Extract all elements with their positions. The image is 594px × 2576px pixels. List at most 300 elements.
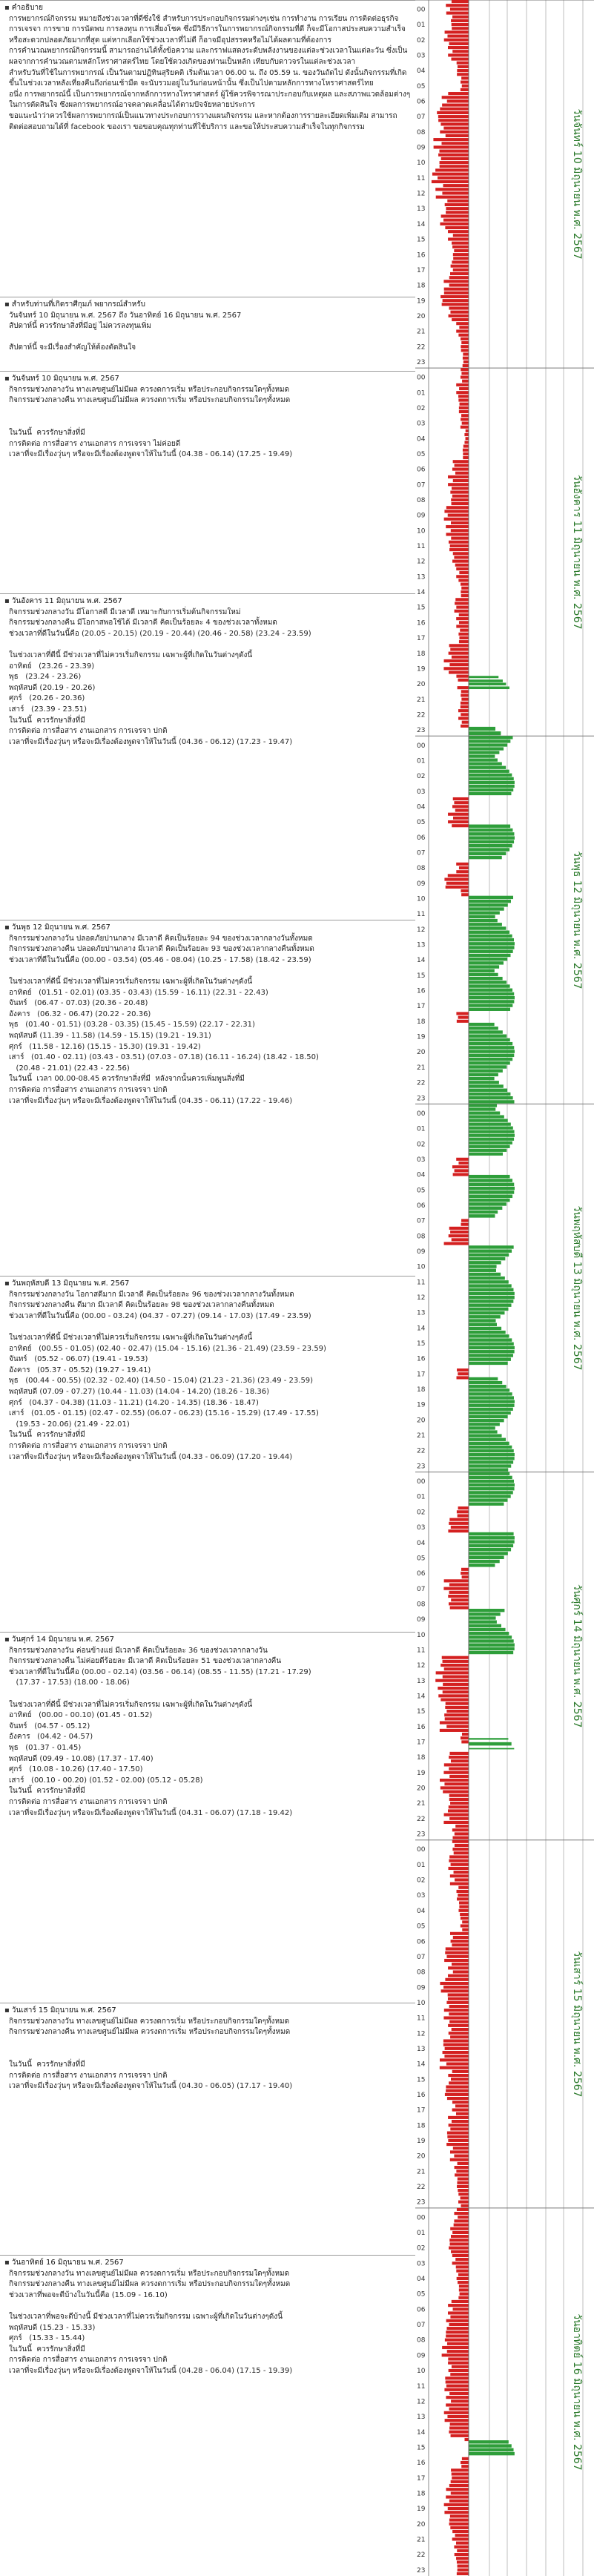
bad-energy-bar xyxy=(449,2369,469,2372)
day-line: เวลาที่จะมีเรื่องวุ่นๆ หรือจะมีเรื่องต้องพูดจาให้ในวันนี้ (04.33 - 06.09) (17.20 - 19.44) xyxy=(9,1452,293,1461)
bad-energy-bar xyxy=(446,1702,469,1705)
bad-energy-bar xyxy=(461,341,469,344)
hour-tick-label: 03 xyxy=(417,1156,426,1164)
intro-paragraph: อนึ่ง การพยากรณ์นี้ เป็นการพยากรณ์จากหลักการทางโหราศาสตร์ ผู้ใช้ควรพิจารณาประกอบกับเหตุผล และสภาพแวดล้อมต่างๆ ในการตัดสินใจ ซึ่งผลการพยากรณ์อาจคลาดเคลื่อนได้ตามปัจจัยหลายประการ xyxy=(9,90,413,110)
day-line: จันทร์ (05.52 - 06.07) (19.41 - 19.53) xyxy=(9,1355,148,1364)
bad-energy-bar xyxy=(462,1920,469,1923)
good-energy-bar xyxy=(469,777,514,780)
bad-energy-bar xyxy=(449,2323,469,2326)
hour-tick-label: 19 xyxy=(417,297,426,306)
bad-energy-bar xyxy=(459,387,469,390)
bad-energy-bar xyxy=(458,1886,469,1889)
bad-energy-bar xyxy=(446,1725,469,1728)
bad-energy-bar xyxy=(452,23,469,26)
hour-tick-label: 05 xyxy=(417,1923,426,1931)
day-line: อังคาร (06.32 - 06.47) (20.22 - 20.36) xyxy=(9,1009,151,1018)
good-energy-bar xyxy=(469,1434,502,1437)
bad-energy-bar xyxy=(444,1763,469,1766)
hour-tick-label: 16 xyxy=(417,2460,426,2468)
hour-tick-label: 20 xyxy=(417,681,426,689)
bad-energy-bar xyxy=(458,2201,469,2204)
hour-tick-label: 20 xyxy=(417,1417,426,1425)
bad-energy-bar xyxy=(451,58,469,61)
day-line: พุธ (00.44 - 00.55) (02.32 - 02.40) (14.50 - 15.04) (21.23 - 21.36) (23.49 - 23.59) xyxy=(9,1377,314,1386)
day-chart xyxy=(415,368,594,736)
bad-energy-bar xyxy=(451,2235,469,2238)
bad-energy-bar xyxy=(450,2514,469,2517)
bad-energy-bar xyxy=(447,2415,469,2418)
day-line xyxy=(9,639,412,650)
hour-tick-label: 22 xyxy=(417,343,426,352)
hour-tick-label: 23 xyxy=(417,2566,426,2575)
day-line: เวลาที่จะมีเรื่องวุ่นๆ หรือจะมีเรื่องต้องพูดจาให้ในวันนี้ (04.30 - 06.05) (17.17 - 19.40) xyxy=(9,2082,293,2091)
bad-energy-bar xyxy=(443,2039,469,2042)
bad-energy-bar xyxy=(438,1687,469,1690)
bad-energy-bar xyxy=(449,306,469,309)
bad-energy-bar xyxy=(454,801,469,804)
bullet-icon: ▪ xyxy=(4,923,10,932)
good-energy-bar xyxy=(469,1004,512,1007)
day-line: อาทิตย์ (01.51 - 02.01) (03.35 - 03.43) (15.59 - 16.11) (22.31 - 22.43) xyxy=(9,988,268,997)
good-energy-bar xyxy=(469,2440,509,2443)
bad-energy-bar xyxy=(448,1529,469,1532)
bad-energy-bar xyxy=(461,418,469,421)
bad-energy-bar xyxy=(453,479,469,482)
bad-energy-bar xyxy=(448,2304,469,2307)
good-energy-bar xyxy=(469,1639,514,1642)
good-energy-bar xyxy=(469,1377,498,1380)
bad-energy-bar xyxy=(447,2097,469,2100)
bad-energy-bar xyxy=(449,1756,469,1759)
good-energy-bar xyxy=(469,1206,502,1210)
bad-energy-bar xyxy=(449,1602,469,1605)
good-energy-bar xyxy=(469,1292,515,1295)
hour-tick-label: 03 xyxy=(417,52,426,60)
hour-tick-label: 02 xyxy=(417,1509,426,1517)
bad-energy-bar xyxy=(449,2247,469,2250)
hour-tick-label: 13 xyxy=(417,573,426,582)
good-energy-bar xyxy=(469,946,515,949)
day-line: พุธ (01.37 - 01.45) xyxy=(9,1743,82,1752)
day-section xyxy=(0,920,415,1276)
bad-energy-bar xyxy=(446,533,469,536)
bad-energy-bar xyxy=(452,2537,469,2540)
hour-tick-label: 23 xyxy=(417,1831,426,1839)
bad-energy-bar xyxy=(458,2296,469,2299)
bad-energy-bar xyxy=(433,138,469,141)
bad-energy-bar xyxy=(454,1871,469,1874)
good-energy-bar xyxy=(469,965,499,968)
hour-tick-label: 22 xyxy=(417,2552,426,2560)
bad-energy-bar xyxy=(449,644,469,647)
day-line: การติดต่อ การสื่อสาร งานเอกสาร การเจรจา ปกติ xyxy=(9,2071,168,2080)
bad-energy-bar xyxy=(449,2020,469,2023)
bad-energy-bar xyxy=(448,2507,469,2510)
good-energy-bar xyxy=(469,1073,498,1076)
bad-energy-bar xyxy=(449,2081,469,2084)
good-energy-bar xyxy=(469,1145,510,1148)
bad-energy-bar xyxy=(438,1694,469,1697)
bad-energy-bar xyxy=(444,1242,469,1245)
bad-energy-bar xyxy=(442,104,469,107)
bad-energy-bar xyxy=(446,12,469,15)
bad-energy-bar xyxy=(451,2491,469,2494)
bad-energy-bar xyxy=(461,414,469,417)
good-energy-bar xyxy=(469,836,515,839)
good-energy-bar xyxy=(469,792,511,795)
bad-energy-bar xyxy=(461,88,469,91)
hour-tick-label: 10 xyxy=(417,895,426,903)
day-line: ในช่วงเวลาที่ดีนี้ มีช่วงเวลาที่ไม่ควรเริ่มกิจกรรม เฉพาะผู้ที่เกิดในวันต่างๆดังนี้ xyxy=(9,1700,253,1709)
good-energy-bar xyxy=(469,1540,515,1543)
day-line: อาทิตย์ (23.26 - 23.39) xyxy=(9,662,95,671)
bad-energy-bar xyxy=(458,1372,469,1375)
bad-energy-bar xyxy=(451,1526,469,1529)
bad-energy-bar xyxy=(457,1368,469,1371)
bad-energy-bar xyxy=(461,1736,469,1739)
hour-tick-label: 07 xyxy=(417,1585,426,1593)
good-energy-bar xyxy=(469,1187,515,1190)
bad-energy-bar xyxy=(453,817,469,820)
bad-energy-bar xyxy=(456,575,469,578)
day-line: อังคาร (04.42 - 04.57) xyxy=(9,1733,93,1742)
good-energy-bar xyxy=(469,1385,506,1388)
bad-energy-bar xyxy=(460,403,469,406)
hour-tick-label: 21 xyxy=(417,1432,426,1440)
good-energy-bar xyxy=(469,896,513,899)
bad-energy-bar xyxy=(454,2219,469,2222)
bad-energy-bar xyxy=(452,656,469,659)
bad-energy-bar xyxy=(456,2170,469,2173)
bad-energy-bar xyxy=(455,1169,469,1172)
profile-weekly: สัปดาห์นี้ จะมีเรื่องสำคัญให้ต้องตัดสินใจ xyxy=(9,343,136,352)
bad-energy-bar xyxy=(461,725,469,728)
day-line: ศุกร์ (04.37 - 04.38) (11.03 - 11.21) (14.20 - 14.35) (18.36 - 18.47) xyxy=(9,1398,259,1407)
day-line: เวลาที่จะมีเรื่องวุ่นๆ หรือจะมีเรื่องต้องพูดจาให้ในวันนี้ (04.35 - 06.11) (17.22 - 19.46) xyxy=(9,1096,293,1105)
hour-tick-label: 21 xyxy=(417,2168,426,2176)
good-energy-bar xyxy=(469,1107,495,1110)
hour-tick-label: 23 xyxy=(417,358,426,366)
bad-energy-bar xyxy=(456,391,469,394)
bad-energy-bar xyxy=(448,514,469,517)
day-line: จันทร์ (06.47 - 07.03) (20.36 - 20.48) xyxy=(9,999,148,1008)
bad-energy-bar xyxy=(457,73,469,76)
good-energy-bar xyxy=(469,1269,496,1272)
day-line: ในวันนี้ ควรรักษาสิ่งที่มี xyxy=(9,1431,85,1440)
good-energy-bar xyxy=(469,1065,506,1068)
profile-title: สำหรับท่านที่เกิดราศีกุมภ์ พยากรณ์สำหรับ xyxy=(11,300,145,309)
bad-energy-bar xyxy=(452,2477,469,2480)
bad-energy-bar xyxy=(457,2572,469,2575)
bad-energy-bar xyxy=(447,2350,469,2353)
day-line: ในวันนี้ ควรรักษาสิ่งที่มี xyxy=(9,2060,85,2069)
hour-tick-label: 02 xyxy=(417,404,426,412)
good-energy-bar xyxy=(469,907,504,910)
day-line: พฤหัสบดี (15.23 - 15.33) xyxy=(9,2323,96,2332)
good-energy-bar xyxy=(469,679,503,682)
hour-tick-label: 18 xyxy=(417,282,426,290)
bad-energy-bar xyxy=(435,188,469,191)
bad-energy-bar xyxy=(449,1768,469,1770)
bad-energy-bar xyxy=(450,272,469,275)
good-energy-bar xyxy=(469,1273,501,1276)
bad-energy-bar xyxy=(461,694,469,696)
bad-energy-bar xyxy=(444,2055,469,2058)
bad-energy-bar xyxy=(451,1940,469,1943)
hour-tick-label: 10 xyxy=(417,527,426,536)
good-energy-bar xyxy=(469,1742,512,1746)
bad-energy-bar xyxy=(449,276,469,279)
bad-energy-bar xyxy=(449,2484,469,2487)
bad-energy-bar xyxy=(461,76,469,79)
bad-energy-bar xyxy=(463,364,469,367)
intro-paragraph: การคำนวณพยากรณ์กิจกรรมนี้ สามารถอ่านได้ทั้งข้อความ และกราฟแสดงระดับพลังงานของแต่ละช่วงเวลาในแต่ละวัน ซึ่งเป็นผลจากการคำนวณตามหลักโหราศาสตร์ไทย โดยใช้ดวงเกิดของท่านเป็นหลัก เทียบกับดาวจรในแต่ละช่วงเวลา xyxy=(9,47,408,66)
bad-energy-bar xyxy=(451,537,469,540)
bad-energy-bar xyxy=(446,134,469,137)
day-line: ในวันนี้ ควรรักษาสิ่งที่มี xyxy=(9,1787,85,1796)
bad-energy-bar xyxy=(447,99,469,102)
bad-energy-bar xyxy=(456,1012,469,1015)
hour-tick-label: 08 xyxy=(417,2336,426,2345)
bad-energy-bar xyxy=(455,610,469,613)
bad-energy-bar xyxy=(450,1606,469,1609)
good-energy-bar xyxy=(469,759,498,762)
good-energy-bar xyxy=(469,751,499,754)
day-line: เวลาที่จะมีเรื่องวุ่นๆ หรือจะมีเรื่องต้องพูดจาให้ในวันนี้ (04.38 - 06.14) (17.25 - 19.49) xyxy=(9,450,293,459)
hour-tick-label: 07 xyxy=(417,1953,426,1961)
bad-energy-bar xyxy=(456,625,469,627)
good-energy-bar xyxy=(469,1334,509,1337)
day-section xyxy=(0,593,415,920)
good-energy-bar xyxy=(469,992,514,995)
bad-energy-bar xyxy=(452,1165,469,1168)
hour-tick-label: 09 xyxy=(417,144,426,152)
day-line: กิจกรรมช่วงกลางคืน ดีมาก มีเวลาดี คิดเป็นร้อยละ 98 ของช่วงเวลากลางคืนทั้งหมด xyxy=(9,1301,274,1310)
good-energy-bar xyxy=(469,931,509,934)
good-energy-bar xyxy=(469,1123,511,1126)
bad-energy-bar xyxy=(434,145,469,148)
bad-energy-bar xyxy=(445,30,469,33)
bad-energy-bar xyxy=(448,2357,469,2360)
hour-tick-label: 08 xyxy=(417,1969,426,1977)
good-energy-bar xyxy=(469,1472,509,1475)
bad-energy-bar xyxy=(452,487,469,490)
bad-energy-bar xyxy=(464,441,469,444)
hour-tick-label: 23 xyxy=(417,727,426,735)
bad-energy-bar xyxy=(450,1874,469,1877)
bad-energy-bar xyxy=(456,2557,469,2560)
good-energy-bar xyxy=(469,825,510,828)
hour-tick-label: 08 xyxy=(417,1601,426,1609)
day-line: กิจกรรมช่วงกลางคืน ปลอดภัยปานกลาง มีเวลาดี คิดเป็นร้อยละ 93 ของช่วงเวลากลางคืนทั้งหมด xyxy=(9,945,314,954)
bad-energy-bar xyxy=(456,606,469,609)
day-line: พฤหัสบดี (07.09 - 07.27) (10.44 - 11.03) (14.04 - 14.20) (18.26 - 18.36) xyxy=(9,1387,269,1396)
good-energy-bar xyxy=(469,1430,498,1433)
good-energy-bar xyxy=(469,973,498,976)
bad-energy-bar xyxy=(443,2016,469,2019)
bad-energy-bar xyxy=(449,42,469,45)
day-line: พฤหัสบดี (09.49 - 10.08) (17.37 - 17.40) xyxy=(9,1754,154,1763)
good-energy-bar xyxy=(469,1061,510,1064)
bad-energy-bar xyxy=(459,1901,469,1904)
day-line: ในช่วงเวลาที่ดีนี้ มีช่วงเวลาที่ไม่ควรเริ่มกิจกรรม เฉพาะผู้ที่เกิดในวันต่างๆดังนี้ xyxy=(9,650,253,659)
bad-energy-bar xyxy=(449,2012,469,2015)
good-energy-bar xyxy=(469,1453,515,1456)
hour-tick-label: 11 xyxy=(417,1279,426,1287)
bad-energy-bar xyxy=(446,2488,469,2491)
hour-tick-label: 15 xyxy=(417,2076,426,2084)
hour-tick-label: 00 xyxy=(417,1110,426,1118)
bad-energy-bar xyxy=(448,483,469,486)
bad-energy-bar xyxy=(455,602,469,605)
bad-energy-bar xyxy=(443,1791,469,1793)
bad-energy-bar xyxy=(452,560,469,563)
day-line: ศุกร์ (10.08 - 10.26) (17.40 - 17.50) xyxy=(9,1765,143,1774)
good-energy-bar xyxy=(469,739,510,742)
good-energy-bar xyxy=(469,942,515,945)
hour-tick-label: 19 xyxy=(417,665,426,673)
bad-energy-bar xyxy=(461,1572,469,1575)
bad-energy-bar xyxy=(452,2472,469,2475)
bad-energy-bar xyxy=(461,81,469,84)
good-energy-bar xyxy=(469,1426,495,1429)
good-energy-bar xyxy=(469,954,511,957)
day-line: อาทิตย์ (00.00 - 00.10) (01.45 - 01.52) xyxy=(9,1711,153,1720)
bad-energy-bar xyxy=(451,1759,469,1762)
day-chart-label: วันอังคาร 11 มิถุนายน พ.ศ. 2567 xyxy=(571,474,583,630)
bad-energy-bar xyxy=(446,2327,469,2330)
day-section xyxy=(0,1276,415,1632)
hour-tick-label: 16 xyxy=(417,987,426,995)
good-energy-bar xyxy=(469,1296,515,1299)
bad-energy-bar xyxy=(450,2158,469,2161)
hour-tick-label: 11 xyxy=(417,911,426,919)
bad-energy-bar xyxy=(451,2434,469,2437)
good-energy-bar xyxy=(469,1303,512,1306)
good-energy-bar xyxy=(469,1190,514,1194)
hour-tick-label: 05 xyxy=(417,451,426,459)
good-energy-bar xyxy=(469,938,514,941)
day-line: ช่วงเวลาที่ดีในวันนี้คือ (00.00 - 03.54) (05.46 - 08.04) (10.25 - 17.58) (18.42 - 23.59) xyxy=(9,955,311,964)
day-line: เสาร์ (23.39 - 23.51) xyxy=(9,705,88,714)
hour-tick-label: 18 xyxy=(417,2122,426,2130)
bad-energy-bar xyxy=(444,1713,469,1716)
good-energy-bar xyxy=(469,1491,513,1494)
bad-energy-bar xyxy=(444,878,469,881)
bad-energy-bar xyxy=(452,2262,469,2264)
bad-energy-bar xyxy=(462,721,469,724)
hour-tick-label: 22 xyxy=(417,1815,426,1823)
bad-energy-bar xyxy=(453,2147,469,2150)
good-energy-bar xyxy=(469,676,498,678)
bad-energy-bar xyxy=(438,115,469,118)
good-energy-bar xyxy=(469,774,512,777)
day-chart xyxy=(415,1472,594,1840)
bullet-icon: ▪ xyxy=(4,1635,10,1644)
day-line: เวลาที่จะมีเรื่องวุ่นๆ หรือจะมีเรื่องต้องพูดจาให้ในวันนี้ (04.28 - 06.04) (17.15 - 19.39) xyxy=(9,2366,293,2375)
bad-energy-bar xyxy=(458,679,469,682)
day-line: ในวันนี้ ควรรักษาสิ่งที่มี xyxy=(9,716,85,725)
bad-energy-bar xyxy=(448,237,469,240)
hour-tick-label: 07 xyxy=(417,481,426,490)
good-energy-bar xyxy=(469,1261,501,1264)
hour-tick-label: 20 xyxy=(417,2152,426,2161)
good-energy-bar xyxy=(469,785,515,788)
hour-tick-label: 05 xyxy=(417,1187,426,1195)
hour-tick-label: 20 xyxy=(417,2520,426,2529)
bad-energy-bar xyxy=(455,2553,469,2556)
bad-energy-bar xyxy=(452,2070,469,2073)
good-energy-bar xyxy=(469,1498,508,1501)
good-energy-bar xyxy=(469,1030,503,1033)
bad-energy-bar xyxy=(448,92,469,95)
hour-tick-label: 19 xyxy=(417,1033,426,1041)
good-energy-bar xyxy=(469,743,507,746)
day-line: กิจกรรมช่วงกลางคืน ทางเลขศูนย์ไม่มีผล ควรงดการเริ่ม หรือประกอบกิจกรรมใดๆทั้งหมด xyxy=(9,2028,291,2037)
bad-energy-bar xyxy=(461,372,469,375)
bad-energy-bar xyxy=(442,191,469,194)
good-energy-bar xyxy=(469,1134,515,1137)
bad-energy-bar xyxy=(452,2231,469,2234)
bad-energy-bar xyxy=(448,475,469,478)
bad-energy-bar xyxy=(451,498,469,501)
bad-energy-bar xyxy=(456,2541,469,2544)
bad-energy-bar xyxy=(446,2396,469,2399)
day-line: กิจกรรมช่วงกลางวัน ทางเลขศูนย์ไม่มีผล ควรงดการเริ่ม หรือประกอบกิจกรรมใดๆทั้งหมด xyxy=(9,2269,290,2278)
hour-tick-label: 19 xyxy=(417,1769,426,1777)
bad-energy-bar xyxy=(455,472,469,475)
bad-energy-bar xyxy=(458,1909,469,1912)
bad-energy-bar xyxy=(443,1587,469,1590)
bad-energy-bar xyxy=(448,1867,469,1870)
bullet-icon: ▪ xyxy=(4,300,10,309)
good-energy-bar xyxy=(469,832,514,835)
bad-energy-bar xyxy=(443,1683,469,1686)
bad-energy-bar xyxy=(461,2465,469,2468)
good-energy-bar xyxy=(469,903,508,906)
bad-energy-bar xyxy=(461,587,469,590)
day-line: ช่วงเวลาที่ดีในวันนี้คือ (00.00 - 03.24) (04.37 - 07.27) (09.14 - 17.03) (17.49 - 23.59) xyxy=(9,1311,311,1320)
bad-energy-bar xyxy=(452,502,469,505)
hour-tick-label: 17 xyxy=(417,1003,426,1011)
hour-tick-label: 10 xyxy=(417,159,426,168)
day-chart-label: วันศุกร์ 14 มิถุนายน พ.ศ. 2567 xyxy=(571,1584,583,1728)
bullet-icon: ▪ xyxy=(4,4,10,12)
bad-energy-bar xyxy=(448,1974,469,1977)
bad-energy-bar xyxy=(449,1798,469,1801)
hour-tick-label: 00 xyxy=(417,2214,426,2222)
bad-energy-bar xyxy=(446,882,469,885)
hour-tick-label: 04 xyxy=(417,1171,426,1179)
hour-tick-label: 15 xyxy=(417,972,426,980)
good-energy-bar xyxy=(469,1503,504,1506)
hour-tick-label: 03 xyxy=(417,1892,426,1900)
bad-energy-bar xyxy=(455,1878,469,1881)
good-energy-bar xyxy=(469,736,512,739)
hour-tick-label: 17 xyxy=(417,2474,426,2483)
bad-energy-bar xyxy=(444,1959,469,1962)
bad-energy-bar xyxy=(449,1227,469,1230)
bad-energy-bar xyxy=(457,2560,469,2563)
bad-energy-bar xyxy=(456,2112,469,2115)
bad-energy-bar xyxy=(454,1851,469,1854)
bad-energy-bar xyxy=(459,326,469,329)
day-line: พุธ (01.40 - 01.51) (03.28 - 03.35) (15.45 - 15.59) (22.17 - 22.31) xyxy=(9,1021,255,1030)
hour-tick-label: 18 xyxy=(417,2490,426,2498)
bad-energy-bar xyxy=(461,345,469,348)
bad-energy-bar xyxy=(457,62,469,65)
good-energy-bar xyxy=(469,1408,513,1411)
